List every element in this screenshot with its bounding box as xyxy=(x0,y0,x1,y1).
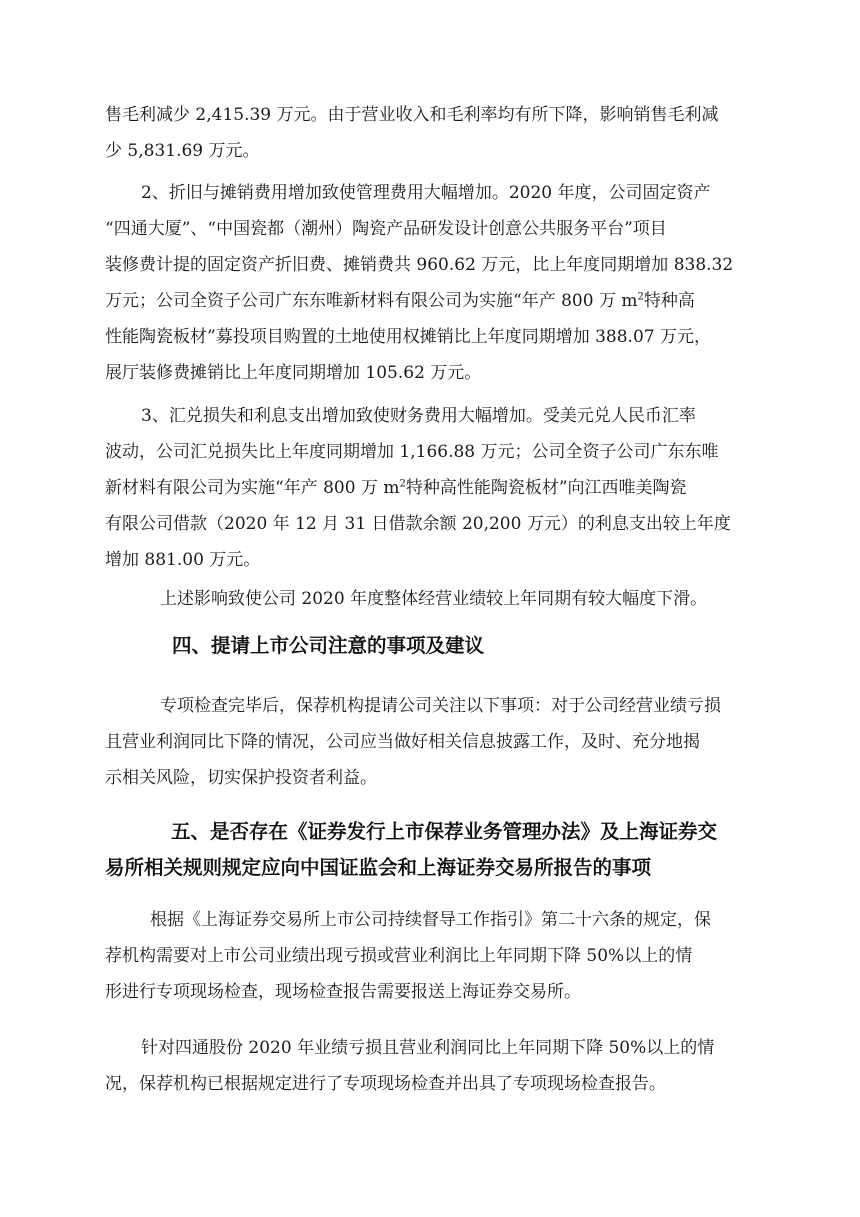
text-line: 少 5,831.69 万元。 xyxy=(105,141,260,161)
superscript: 2 xyxy=(399,478,406,490)
text-line: 有限公司借款（2020 年 12 月 31 日借款余额 20,200 万元）的利息支出较上年度 xyxy=(105,514,731,534)
text-line: 波动，公司汇兑损失比上年度同期增加 1,166.88 万元；公司全资子公司广东东唯 xyxy=(105,442,719,462)
text-line: “四通大厦”、“中国瓷都（潮州）陶瓷产品研发设计创意公共服务平台”项目 xyxy=(105,219,667,239)
text-line: 上述影响致使公司 2020 年度整体经营业绩较上年同期有较大幅度下滑。 xyxy=(160,589,708,609)
text-line xyxy=(105,283,755,319)
paragraph-summary xyxy=(105,581,755,617)
text-line: 且营业利润同比下降的情况，公司应当做好相关信息披露工作，及时、充分地揭 xyxy=(105,732,700,752)
text-line: 示相关风险，切实保护投资者利益。 xyxy=(105,768,377,788)
text-line: 展厅装修费摊销比上年度同期增加 105.62 万元。 xyxy=(105,363,482,383)
section-heading-4 xyxy=(172,628,484,664)
text-line: 根据《上海证券交易所上市公司持续督导工作指引》第二十六条的规定，保 xyxy=(150,910,711,930)
heading-line: 四、提请上市公司注意的事项及建议 xyxy=(172,634,485,657)
text-line: 售毛利减少 2,415.39 万元。由于营业收入和毛利率均有所下降，影响销售毛利减 xyxy=(105,105,719,125)
text-line: 荐机构需要对上市公司业绩出现亏损或营业利润比上年同期下降 50%以上的情 xyxy=(105,946,693,966)
section-heading-5 xyxy=(105,814,755,886)
text-line: 3、汇兑损失和利息支出增加致使财务费用大幅增加。受美元兑人民币汇率 xyxy=(141,406,696,426)
paragraph-conclusion xyxy=(105,1030,755,1102)
paragraph-suggestions xyxy=(105,688,755,796)
paragraph-depreciation xyxy=(105,175,755,391)
text-line: 装修费计提的固定资产折旧费、摊销费共 960.62 万元，比上年度同期增加 838.32 xyxy=(105,255,734,275)
text-segment: 特种高性能陶瓷板材”向江西唯美陶瓷 xyxy=(405,478,687,498)
heading-line: 易所相关规则规定应向中国证监会和上海证券交易所报告的事项 xyxy=(105,856,652,879)
text-line: 专项检查完毕后，保荐机构提请公司关注以下事项：对于公司经营业绩亏损 xyxy=(160,696,721,716)
text-line: 形进行专项现场检查，现场检查报告需要报送上海证券交易所。 xyxy=(105,982,581,1002)
text-segment: 特种高 xyxy=(643,291,695,311)
text-line: 性能陶瓷板材”募投项目购置的土地使用权摊销比上年度同期增加 388.07 万元， xyxy=(105,327,711,347)
text-segment: 万元；公司全资子公司广东东唯新材料有限公司为实施“年产 800 万 m xyxy=(105,291,638,311)
paragraph-exchange-loss xyxy=(105,398,755,578)
heading-line: 五、是否存在《证券发行上市保荐业务管理办法》及上海证券交 xyxy=(171,820,718,843)
paragraph-regulation xyxy=(105,902,755,1010)
text-line: 况，保荐机构已根据规定进行了专项现场检查并出具了专项现场检查报告。 xyxy=(105,1074,666,1094)
text-line: 针对四通股份 2020 年业绩亏损且营业利润同比上年同期下降 50%以上的情 xyxy=(141,1038,715,1058)
text-line xyxy=(105,470,755,506)
paragraph-gross-profit xyxy=(105,97,755,169)
superscript: 2 xyxy=(637,291,644,303)
text-line: 2、折旧与摊销费用增加致使管理费用大幅增加。2020 年度，公司固定资产 xyxy=(141,183,711,203)
text-segment: 新材料有限公司为实施“年产 800 万 m xyxy=(105,478,400,498)
text-line: 增加 881.00 万元。 xyxy=(105,550,261,570)
